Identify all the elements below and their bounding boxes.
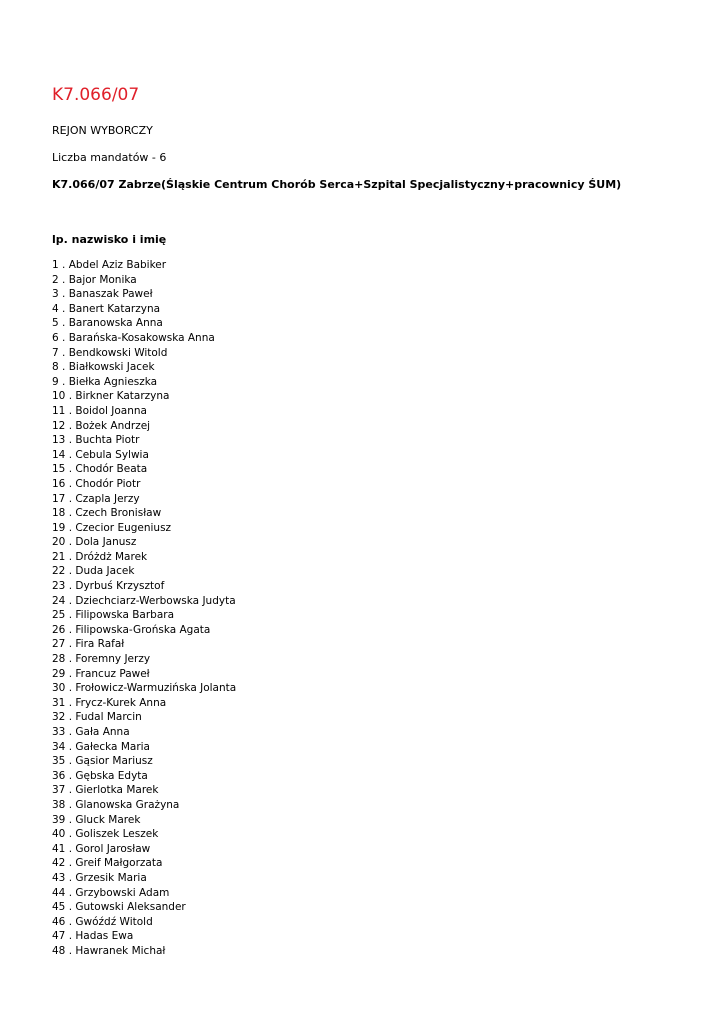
candidate-list-item: 43 . Grzesik Maria bbox=[52, 871, 147, 884]
candidate-list-item: 29 . Francuz Paweł bbox=[52, 667, 150, 680]
candidate-list-item: 8 . Białkowski Jacek bbox=[52, 361, 155, 374]
candidate-list-item: 4 . Banert Katarzyna bbox=[52, 302, 161, 315]
candidate-list-item: 26 . Filipowska-Grońska Agata bbox=[52, 623, 211, 636]
candidate-list-item: 6 . Barańska-Kosakowska Anna bbox=[52, 331, 215, 344]
candidate-list-item: 35 . Gąsior Mariusz bbox=[52, 755, 153, 768]
candidate-list-item: 2 . Bajor Monika bbox=[52, 273, 137, 286]
candidate-list-item: 38 . Glanowska Grażyna bbox=[52, 798, 180, 811]
candidate-list-item: 39 . Gluck Marek bbox=[52, 813, 141, 826]
candidate-list-item: 23 . Dyrbuś Krzysztof bbox=[52, 580, 165, 593]
candidate-list-item: 40 . Goliszek Leszek bbox=[52, 828, 159, 841]
candidate-list-item: 28 . Foremny Jerzy bbox=[52, 653, 151, 666]
candidate-list-item: 13 . Buchta Piotr bbox=[52, 434, 140, 447]
candidate-list-item: 17 . Czapla Jerzy bbox=[52, 492, 140, 505]
candidate-list-item: 18 . Czech Bronisław bbox=[52, 507, 162, 520]
candidate-list-item: 27 . Fira Rafał bbox=[52, 638, 125, 651]
candidate-list-item: 21 . Dróżdż Marek bbox=[52, 550, 148, 563]
candidate-list-item: 37 . Gierlotka Marek bbox=[52, 784, 159, 797]
candidate-list bbox=[52, 258, 236, 959]
candidate-list-item: 16 . Chodór Piotr bbox=[52, 477, 141, 490]
mandates-count: Liczba mandatów - 6 bbox=[52, 151, 167, 164]
candidate-list-item: 44 . Grzybowski Adam bbox=[52, 886, 170, 899]
list-header: lp. nazwisko i imię bbox=[52, 233, 167, 246]
candidate-list-item: 11 . Boidol Joanna bbox=[52, 404, 147, 417]
candidate-list-item: 33 . Gała Anna bbox=[52, 726, 130, 738]
candidate-list-item: 19 . Czecior Eugeniusz bbox=[52, 521, 172, 534]
candidate-list-item: 46 . Gwóźdź Witold bbox=[52, 915, 153, 928]
candidate-list-item: 48 . Hawranek Michał bbox=[52, 944, 166, 957]
candidate-list-item: 15 . Chodór Beata bbox=[52, 463, 148, 476]
candidate-list-item: 45 . Gutowski Aleksander bbox=[52, 901, 186, 914]
candidate-list-item: 25 . Filipowska Barbara bbox=[52, 609, 175, 622]
region-label: REJON WYBORCZY bbox=[52, 124, 153, 137]
candidate-list-item: 12 . Bożek Andrzej bbox=[52, 419, 151, 432]
candidate-list-item: 34 . Gałecka Maria bbox=[52, 740, 150, 753]
candidate-list-item: 10 . Birkner Katarzyna bbox=[52, 390, 170, 403]
district-title: K7.066/07 Zabrze(Śląskie Centrum Chorób Serca+Szpital Specjalistyczny+pracownicy ŚUM) bbox=[52, 178, 622, 191]
candidate-list-item: 9 . Biełka Agnieszka bbox=[52, 375, 158, 388]
candidate-list-item: 3 . Banaszak Paweł bbox=[52, 288, 153, 301]
candidate-list-item: 36 . Gębska Edyta bbox=[52, 769, 148, 782]
candidate-list-item: 47 . Hadas Ewa bbox=[52, 930, 134, 943]
candidate-list-item: 41 . Gorol Jarosław bbox=[52, 842, 151, 855]
document-code-heading: K7.066/07 bbox=[52, 85, 140, 105]
candidate-list-item: 31 . Frycz-Kurek Anna bbox=[52, 696, 167, 709]
candidate-list-item: 1 . Abdel Aziz Babiker bbox=[52, 259, 167, 271]
candidate-list-item: 14 . Cebula Sylwia bbox=[52, 448, 149, 461]
candidate-list-item: 32 . Fudal Marcin bbox=[52, 711, 142, 724]
candidate-list-item: 30 . Frołowicz-Warmuzińska Jolanta bbox=[52, 682, 237, 695]
candidate-list-item: 24 . Dziechciarz-Werbowska Judyta bbox=[52, 594, 236, 607]
candidate-list-item: 7 . Bendkowski Witold bbox=[52, 346, 168, 359]
candidate-list-item: 42 . Greif Małgorzata bbox=[52, 857, 163, 870]
candidate-list-item: 5 . Baranowska Anna bbox=[52, 317, 163, 330]
candidate-list-item: 20 . Dola Janusz bbox=[52, 536, 137, 549]
candidate-list-item: 22 . Duda Jacek bbox=[52, 565, 135, 578]
